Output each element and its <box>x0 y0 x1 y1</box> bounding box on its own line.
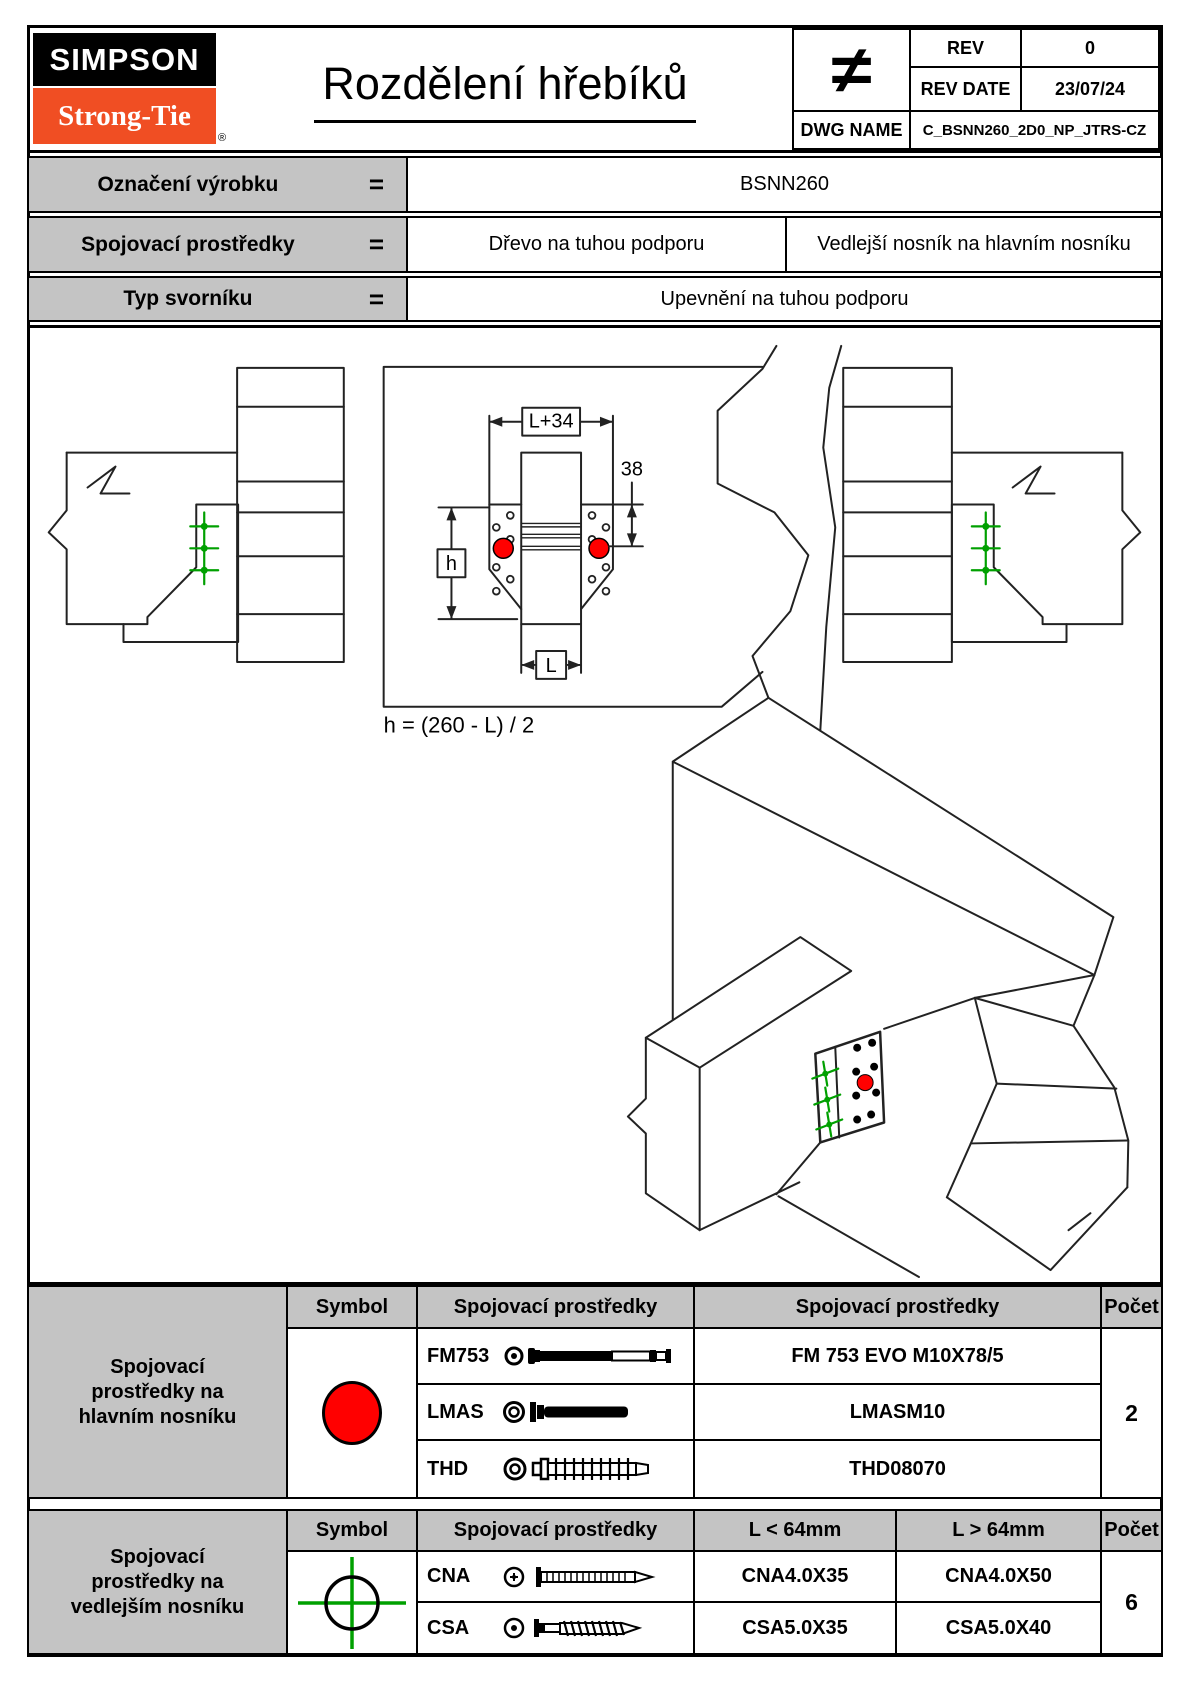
lmas-bolt-icon <box>502 1395 662 1429</box>
dim-label-top: L+34 <box>528 410 574 433</box>
not-equal-icon: ≠ <box>831 32 872 107</box>
table-secondary-row-label-cell <box>27 1509 288 1655</box>
table-row <box>416 1383 695 1441</box>
hanger-side-outline <box>123 504 238 642</box>
table-secondary-lsmall-header: L < 64mm <box>693 1509 897 1552</box>
logo-registered-mark: ® <box>218 132 227 144</box>
height-formula: h = (260 - L) / 2 <box>383 712 535 738</box>
title-block <box>230 40 780 140</box>
product-label-cell <box>27 156 408 213</box>
table-main-fasteners-header: Spojovací prostředky <box>416 1285 695 1329</box>
drawing-area <box>27 325 1163 1285</box>
bolt-type-label-cell <box>27 276 408 322</box>
csa-screw-icon <box>502 1611 672 1645</box>
cna-nail-icon <box>502 1560 672 1594</box>
page-title: Rozdělení hřebíků <box>314 58 695 123</box>
table-main-fasteners2-header: Spojovací prostředky <box>693 1285 1102 1329</box>
detail-front-view <box>384 367 763 738</box>
product-label: Označení výrobku <box>97 172 279 196</box>
table-main-count-cell: 2 <box>1100 1327 1163 1499</box>
table-main-row-label-cell <box>27 1285 288 1499</box>
fastener-code: LMAS <box>427 1400 484 1423</box>
green-crosshair-symbol-icon <box>292 1553 412 1653</box>
equals-sign: = <box>368 169 384 199</box>
table-secondary-row-label: Spojovací prostředky na vedlejším nosníku <box>70 1545 245 1618</box>
fasteners-label: Spojovací prostředky <box>81 232 295 256</box>
red-fastener-symbol-icon <box>322 1381 382 1445</box>
rev-date-value-cell: 23/07/24 <box>1020 66 1160 112</box>
fastener-code: CNA <box>427 1565 471 1587</box>
logo-strongtie <box>33 88 216 144</box>
equals-sign: = <box>368 283 384 314</box>
dim-label-offset: 38 <box>620 458 643 481</box>
rev-date-label-cell: REV DATE <box>909 66 1022 112</box>
fasteners-value2-cell: Vedlejší nosník na hlavním nosníku <box>785 216 1163 273</box>
equals-sign: = <box>368 229 384 259</box>
fasteners-label-cell <box>27 216 408 273</box>
logo-simpson-text: SIMPSON <box>49 41 200 77</box>
rev-label-cell: REV <box>909 28 1022 68</box>
fastener-code: CSA <box>427 1616 470 1639</box>
header-divider <box>27 150 1163 153</box>
table-secondary-fasteners-header: Spojovací prostředky <box>416 1509 695 1552</box>
dwg-name-value-cell: C_BSNN260_2D0_NP_JTRS-CZ <box>909 110 1160 150</box>
table-row <box>416 1327 695 1385</box>
fastener-code: FM753 <box>427 1344 490 1367</box>
logo-simpson <box>33 33 216 86</box>
table-secondary-symbol-header: Symbol <box>286 1509 418 1552</box>
bolt-type-value-cell: Upevnění na tuhou podporu <box>406 276 1163 322</box>
product-value-cell: BSNN260 <box>406 156 1163 213</box>
size-large-cell: CSA5.0X40 <box>895 1601 1102 1655</box>
table-row <box>416 1550 695 1603</box>
break-squiggle-icon <box>88 467 130 494</box>
table-main-symbol-cell <box>286 1327 418 1499</box>
main-fastener-dot-3d <box>857 1075 873 1091</box>
size-small-cell: CSA5.0X35 <box>693 1601 897 1655</box>
right-side-view <box>843 368 1140 662</box>
not-equal-symbol-cell <box>792 28 911 112</box>
table-main-symbol-header: Symbol <box>286 1285 418 1329</box>
fastener-code: THD <box>427 1457 469 1480</box>
isometric-view <box>628 346 1128 1277</box>
product-name-cell: LMASM10 <box>693 1383 1102 1441</box>
technical-drawing <box>30 328 1160 1282</box>
thd-screw-icon <box>502 1451 692 1487</box>
table-row <box>416 1601 695 1655</box>
rev-value-cell: 0 <box>1020 28 1160 68</box>
table-main-count-header: Počet <box>1100 1285 1163 1329</box>
table-secondary-llarge-header: L > 64mm <box>895 1509 1102 1552</box>
product-name-cell: FM 753 EVO M10X78/5 <box>693 1327 1102 1385</box>
size-large-cell: CNA4.0X50 <box>895 1550 1102 1603</box>
table-secondary-count-header: Počet <box>1100 1509 1163 1552</box>
main-fastener-dot <box>589 538 609 558</box>
table-main-row-label: Spojovací prostředky na hlavním nosníku <box>78 1355 237 1428</box>
fm753-bolt-icon <box>502 1339 692 1373</box>
size-small-cell: CNA4.0X35 <box>693 1550 897 1603</box>
table-row <box>416 1439 695 1499</box>
hanger-side-outline <box>952 504 1067 642</box>
fasteners-value1-cell: Dřevo na tuhou podporu <box>406 216 787 273</box>
dwg-name-label-cell: DWG NAME <box>792 110 911 150</box>
left-side-view <box>49 368 344 662</box>
bolt-type-label: Typ svorníku <box>123 287 253 310</box>
table-secondary-symbol-cell <box>286 1550 418 1655</box>
dim-label-bottom: L <box>545 654 557 677</box>
product-name-cell: THD08070 <box>693 1439 1102 1499</box>
break-squiggle-icon <box>1013 467 1055 494</box>
table-secondary-count-cell: 6 <box>1100 1550 1163 1655</box>
dim-label-height: h <box>445 553 457 576</box>
main-fastener-dot <box>493 538 513 558</box>
logo-strongtie-text: Strong-Tie <box>58 99 191 132</box>
